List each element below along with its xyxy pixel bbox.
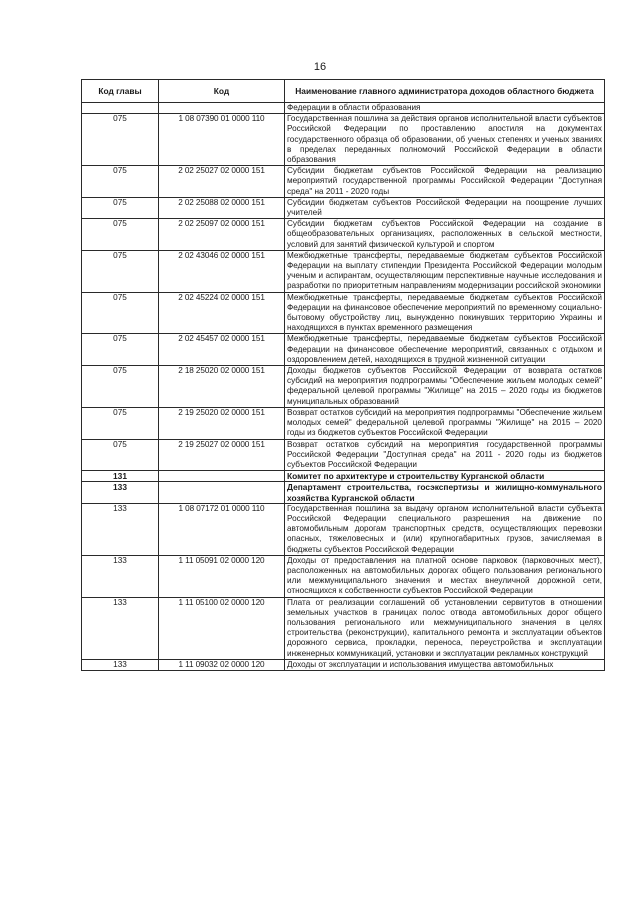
administrator-name-cell: Доходы от эксплуатации и использования имущества автомобильных xyxy=(285,659,605,670)
table-row xyxy=(82,114,605,166)
table-row xyxy=(82,334,605,366)
chapter-code-cell: 133 xyxy=(82,503,159,555)
table-row xyxy=(82,439,605,471)
revenue-code-cell xyxy=(159,103,285,114)
table-row xyxy=(82,366,605,408)
table-row xyxy=(82,250,605,292)
chapter-code-cell: 075 xyxy=(82,219,159,251)
revenue-code-cell: 2 02 25097 02 0000 151 xyxy=(159,219,285,251)
chapter-code-cell: 075 xyxy=(82,197,159,218)
chapter-code-cell: 075 xyxy=(82,250,159,292)
table-row xyxy=(82,659,605,670)
administrator-name-cell: Плата от реализации соглашений об установлении сервитутов в отношении земельных участков в границах полос отвода автомобильных дорог общего пользования регионального или межмуниципального значения в целях строительства (реконструкции), капитального ремонта и эксплуатации объектов дорожного сервиса, прокладки, переноса, переустройства и эксплуатации инженерных коммуникаций, установки и эксплуатации рекламных конструкций xyxy=(285,597,605,659)
administrator-name-cell: Федерации в области образования xyxy=(285,103,605,114)
table-row xyxy=(82,482,605,503)
revenue-administrators-table xyxy=(81,79,605,671)
header-chapter-code: Код главы xyxy=(82,80,159,103)
revenue-code-cell: 2 19 25020 02 0000 151 xyxy=(159,407,285,439)
revenue-code-cell: 2 18 25020 02 0000 151 xyxy=(159,366,285,408)
administrator-name-cell: Доходы бюджетов субъектов Российской Федерации от возврата остатков субсидий на мероприятия подпрограммы "Обеспечение жильем молодых семей" федеральной целевой программы "Жилище" на 2015 – 2020 годы из бюджетов муниципальных образований xyxy=(285,366,605,408)
chapter-code-cell: 075 xyxy=(82,407,159,439)
administrator-name-cell: Доходы от предоставления на платной основе парковок (парковочных мест), расположенных на автомобильных дорогах общего пользования регионального или межмуниципального значения и местах внеуличной дорожной сети, относящихся к собственности субъектов Российской Федерации xyxy=(285,555,605,597)
chapter-code-cell: 075 xyxy=(82,439,159,471)
revenue-code-cell: 1 08 07172 01 0000 110 xyxy=(159,503,285,555)
table-row xyxy=(82,103,605,114)
table-row xyxy=(82,503,605,555)
revenue-code-cell: 2 02 25027 02 0000 151 xyxy=(159,166,285,198)
header-code: Код xyxy=(159,80,285,103)
administrator-name-cell: Государственная пошлина за выдачу органом исполнительной власти субъекта Российской Федерации специального разрешения на движение по автомобильным дорогам транспортных средств, осуществляющих перевозки опасных, тяжеловесных и (или) крупногабаритных грузов, зачисляемая в бюджеты субъектов Российской Федерации xyxy=(285,503,605,555)
administrator-name-cell: Субсидии бюджетам субъектов Российской Федерации на поощрение лучших учителей xyxy=(285,197,605,218)
chapter-code-cell: 075 xyxy=(82,366,159,408)
table-row xyxy=(82,471,605,482)
table-row xyxy=(82,407,605,439)
table-row xyxy=(82,166,605,198)
revenue-code-cell: 2 02 45457 02 0000 151 xyxy=(159,334,285,366)
revenue-code-cell: 2 02 45224 02 0000 151 xyxy=(159,292,285,334)
table-row xyxy=(82,219,605,251)
chapter-code-cell: 075 xyxy=(82,334,159,366)
revenue-code-cell: 1 08 07390 01 0000 110 xyxy=(159,114,285,166)
table-row xyxy=(82,555,605,597)
administrator-name-cell: Субсидии бюджетам субъектов Российской Федерации на реализацию мероприятий государственной программы Российской Федерации "Доступная среда" на 2011 - 2020 годы xyxy=(285,166,605,198)
revenue-code-cell xyxy=(159,482,285,503)
chapter-code-cell: 133 xyxy=(82,555,159,597)
administrator-name-cell: Возврат остатков субсидий на мероприятия подпрограммы "Обеспечение жильем молодых семей" федеральной целевой программы "Жилище" на 2015 – 2020 годы из бюджетов субъектов Российской Федерации xyxy=(285,407,605,439)
chapter-code-cell: 133 xyxy=(82,482,159,503)
administrator-name-cell: Комитет по архитектуре и строительству Курганской области xyxy=(285,471,605,482)
chapter-code-cell: 131 xyxy=(82,471,159,482)
header-administrator-name: Наименование главного администратора доходов областного бюджета xyxy=(285,80,605,103)
administrator-name-cell: Субсидии бюджетам субъектов Российской Федерации на создание в общеобразовательных организациях, расположенных в сельской местности, условий для занятий физической культурой и спортом xyxy=(285,219,605,251)
revenue-code-cell: 1 11 05091 02 0000 120 xyxy=(159,555,285,597)
table-row xyxy=(82,597,605,659)
chapter-code-cell xyxy=(82,103,159,114)
revenue-code-cell: 1 11 05100 02 0000 120 xyxy=(159,597,285,659)
administrator-name-cell: Межбюджетные трансферты, передаваемые бюджетам субъектов Российской Федерации на финансовое обеспечение мероприятий по временному социально-бытовому обустройству лиц, вынужденно покинувших территорию Украины и находящихся в пунктах временного размещения xyxy=(285,292,605,334)
administrator-name-cell: Государственная пошлина за действия органов исполнительной власти субъектов Российской Федерации по проставлению апостиля на документах государственного образца об образовании, об ученых степенях и ученых званиях в пределах переданных полномочий Российской Федерации в области образования xyxy=(285,114,605,166)
page-number: 16 xyxy=(313,61,327,73)
administrator-name-cell: Возврат остатков субсидий на мероприятия государственной программы Российской Федерации "Доступная среда" на 2011 - 2020 годы из бюджетов субъектов Российской Федерации xyxy=(285,439,605,471)
table-row xyxy=(82,292,605,334)
revenue-code-cell: 2 02 43046 02 0000 151 xyxy=(159,250,285,292)
chapter-code-cell: 075 xyxy=(82,292,159,334)
administrator-name-cell: Межбюджетные трансферты, передаваемые бюджетам субъектов Российской Федерации на финансовое обеспечение мероприятий, связанных с отдыхом и оздоровлением детей, находящихся в трудной жизненной ситуации xyxy=(285,334,605,366)
chapter-code-cell: 133 xyxy=(82,659,159,670)
chapter-code-cell: 075 xyxy=(82,166,159,198)
revenue-code-cell: 2 19 25027 02 0000 151 xyxy=(159,439,285,471)
table-header-row xyxy=(82,80,605,103)
administrator-name-cell: Межбюджетные трансферты, передаваемые бюджетам субъектов Российской Федерации на выплату стипендии Президента Российской Федерации молодым ученым и аспирантам, осуществляющим перспективные научные исследования и разработки по приоритетным направлениям модернизации российской экономики xyxy=(285,250,605,292)
revenue-code-cell: 1 11 09032 02 0000 120 xyxy=(159,659,285,670)
revenue-code-cell: 2 02 25088 02 0000 151 xyxy=(159,197,285,218)
administrator-name-cell: Департамент строительства, госэкспертизы и жилищно-коммунального хозяйства Курганской области xyxy=(285,482,605,503)
revenue-code-cell xyxy=(159,471,285,482)
table-row xyxy=(82,197,605,218)
chapter-code-cell: 075 xyxy=(82,114,159,166)
chapter-code-cell: 133 xyxy=(82,597,159,659)
